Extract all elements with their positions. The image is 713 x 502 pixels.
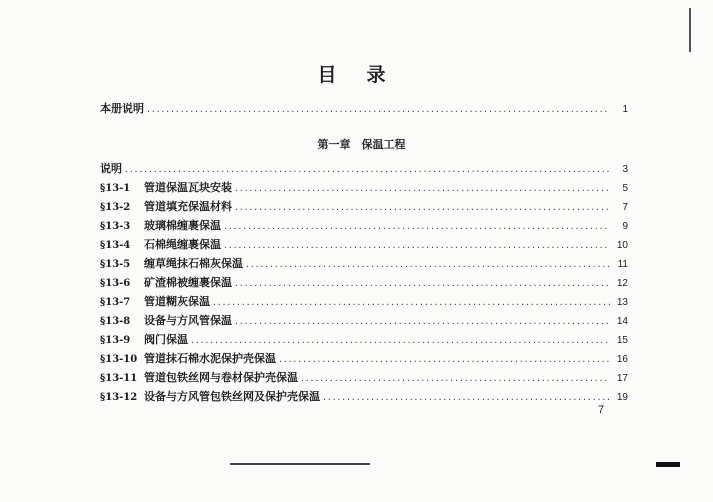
toc-entry-label: 玻璃棉缠裹保温 [144, 219, 221, 232]
toc-entry [100, 237, 628, 253]
toc-entry [100, 218, 628, 234]
dot-leader [146, 102, 610, 118]
toc-entry-page: 19 [616, 392, 628, 403]
dot-leader [278, 352, 610, 368]
scan-edge-line [689, 8, 691, 52]
toc-entry-label: 管道填充保温材料 [144, 200, 232, 213]
toc-entry [100, 351, 628, 367]
dot-leader [234, 181, 610, 197]
toc-entry-section: §13-9 [100, 335, 131, 346]
dot-leader [300, 371, 610, 387]
toc-entry-section: §13-1 [100, 183, 131, 194]
dot-leader [212, 295, 610, 311]
footer-rule [230, 463, 370, 465]
toc-entry-page: 15 [616, 335, 628, 346]
footer-mark [656, 462, 680, 467]
toc-entry-label: 管道保温瓦块安装 [144, 181, 232, 194]
toc-entry-page: 16 [616, 354, 628, 365]
toc-entry-section: §13-4 [100, 240, 131, 251]
toc-entry [100, 313, 628, 329]
toc-entry-label: 阀门保温 [144, 333, 188, 346]
toc-entry-label: 管道糊灰保温 [144, 295, 210, 308]
toc-entry-label: 管道抹石棉水泥保护壳保温 [144, 352, 276, 365]
toc-entry-label: 设备与方风管包铁丝网及保护壳保温 [144, 390, 320, 403]
toc-entry-page: 1 [622, 104, 628, 115]
toc-entry-section: §13-11 [100, 373, 138, 384]
toc-entry [100, 180, 628, 196]
toc-entry-page: 12 [616, 278, 628, 289]
toc-entry [100, 199, 628, 215]
toc-entry [100, 389, 628, 405]
dot-leader [190, 333, 610, 349]
toc-entry-section: §13-10 [100, 354, 138, 365]
toc-entry-page: 17 [616, 373, 628, 384]
toc-entry [100, 256, 628, 272]
dot-leader [234, 314, 610, 330]
toc-entry-page: 7 [622, 202, 628, 213]
page-number: 7 [598, 404, 605, 416]
toc-entry-label: 管道包铁丝网与卷材保护壳保温 [144, 371, 298, 384]
toc-entry-page: 3 [622, 164, 628, 175]
toc-entry-page: 9 [622, 221, 628, 232]
toc-entry-section: §13-12 [100, 392, 138, 403]
toc-entry-page: 5 [622, 183, 628, 194]
chapter-heading: 第一章 保温工程 [317, 138, 406, 151]
toc-entry-section: §13-7 [100, 297, 131, 308]
toc-entry [100, 370, 628, 386]
toc-entry-label: 缠草绳抹石棉灰保温 [144, 257, 243, 270]
toc-entry [100, 332, 628, 348]
toc-entry-label: 设备与方风管保温 [144, 314, 232, 327]
dot-leader [234, 276, 610, 292]
dot-leader [322, 390, 610, 406]
dot-leader [223, 219, 610, 235]
toc-entry-section: §13-2 [100, 202, 131, 213]
dot-leader [223, 238, 610, 254]
toc-entry [100, 161, 628, 177]
toc-entry-page: 13 [616, 297, 628, 308]
toc-entry-page: 10 [616, 240, 628, 251]
dot-leader [234, 200, 610, 216]
toc-entry-label: 矿渣棉被缠裹保温 [144, 276, 232, 289]
toc-entry-section: §13-3 [100, 221, 131, 232]
dot-leader [245, 257, 610, 273]
toc-entry [100, 275, 628, 291]
page-title: 目录 [317, 64, 416, 86]
toc-entry-label: 石棉绳缠裹保温 [144, 238, 221, 251]
toc-entry-page: 11 [617, 259, 628, 270]
toc-entry-label: 说明 [100, 162, 122, 175]
toc-entry-section: §13-8 [100, 316, 131, 327]
toc-entry [100, 294, 628, 310]
toc-entry-section: §13-5 [100, 259, 131, 270]
toc-entry-section: §13-6 [100, 278, 131, 289]
toc-entry-label: 本册说明 [100, 102, 144, 115]
dot-leader [124, 162, 610, 178]
toc-entry-page: 14 [616, 316, 628, 327]
toc-entry-intro [100, 101, 628, 117]
